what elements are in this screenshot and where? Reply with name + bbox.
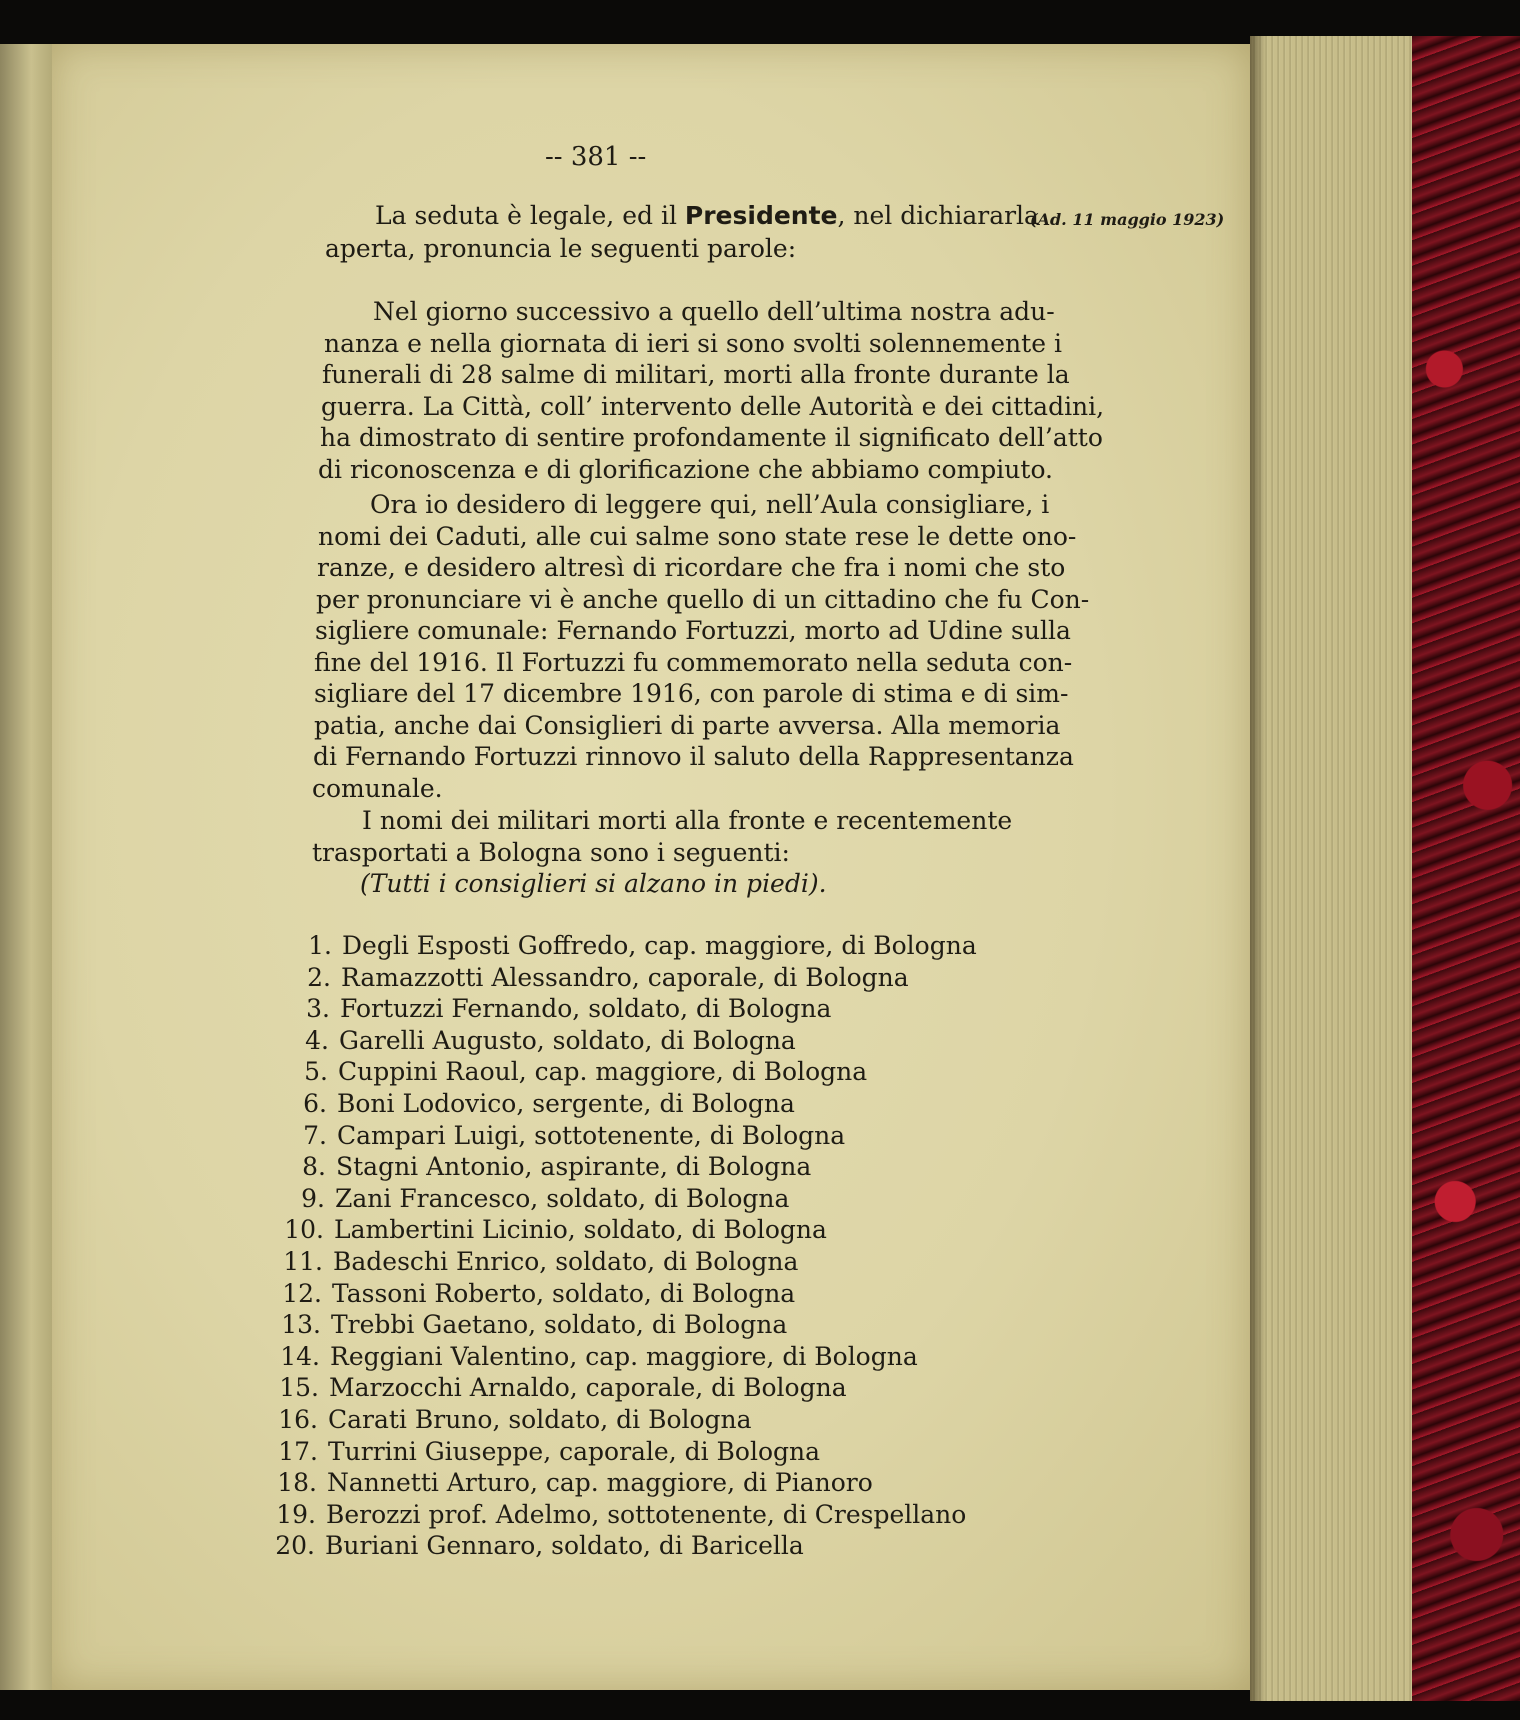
page-edges xyxy=(1250,36,1412,1701)
paragraph3-line: trasportati a Bologna sono i seguenti: xyxy=(312,837,790,867)
list-item-number: 2. xyxy=(307,962,331,992)
paragraph2-line: per pronunciare vi è anche quello di un cittadino che fu Con- xyxy=(316,584,1090,614)
list-item-number: 18. xyxy=(277,1468,317,1498)
list-item-text: Boni Lodovico, sergente, di Bologna xyxy=(337,1089,795,1118)
list-item-text: Tassoni Roberto, soldato, di Bologna xyxy=(332,1278,796,1308)
paragraph2-line: sigliare del 17 dicembre 1916, con parole di stima e di sim- xyxy=(314,679,1069,708)
margin-date-note: (Ad. 11 maggio 1923) xyxy=(1030,210,1225,229)
list-item-text: Stagni Antonio, aspirante, di Bologna xyxy=(336,1152,812,1182)
list-item-number: 14. xyxy=(280,1341,320,1371)
list-item-text: Carati Bruno, soldato, di Bologna xyxy=(328,1405,752,1434)
paragraph1-line: di riconoscenza e di glorificazione che abbiamo compiuto. xyxy=(318,454,1053,484)
opening-text-a: La seduta è legale, ed il xyxy=(375,201,685,230)
opening-line-1 xyxy=(375,200,1039,231)
paragraph1-line: Nel giorno successivo a quello dell’ultima nostra adu- xyxy=(373,297,1055,326)
paragraph1-line: funerali di 28 salme di militari, morti alla fronte durante la xyxy=(322,360,1070,389)
list-item-text: Marzocchi Arnaldo, caporale, di Bologna xyxy=(329,1373,847,1403)
paragraph2-line: ranze, e desidero altresì di ricordare che fra i nomi che sto xyxy=(317,553,1066,582)
list-item-text: Buriani Gennaro, soldato, di Baricella xyxy=(325,1531,804,1561)
list-item-text: Zani Francesco, soldato, di Bologna xyxy=(335,1183,790,1213)
paragraph1-line: ha dimostrato di sentire profondamente il significato dell’atto xyxy=(320,423,1103,452)
list-item-text: Garelli Augusto, soldato, di Bologna xyxy=(339,1025,796,1055)
list-item-text: Campari Luigi, sottotenente, di Bologna xyxy=(337,1120,846,1150)
list-item-text: Ramazzotti Alessandro, caporale, di Bologna xyxy=(341,962,909,992)
list-item-text: Fortuzzi Fernando, soldato, di Bologna xyxy=(340,994,832,1024)
paragraph1-line: nanza e nella giornata di ieri si sono svolti solennemente i xyxy=(324,328,1062,358)
paragraph2-line: patia, anche dai Consiglieri di parte avversa. Alla memoria xyxy=(314,710,1061,740)
paragraph2-line: Ora io desidero di leggere qui, nell’Aula consigliare, i xyxy=(370,490,1050,519)
list-item-number: 5. xyxy=(304,1057,328,1087)
opening-text-b: , nel dichiararla xyxy=(837,201,1039,230)
paragraph2-line: comunale. xyxy=(312,773,443,803)
opening-line-2: aperta, pronuncia le seguenti parole: xyxy=(325,234,797,263)
paragraph2-line: fine del 1916. Il Fortuzzi fu commemorato nella seduta con- xyxy=(314,647,1073,677)
paragraph1-line: guerra. La Città, coll’ intervento delle Autorità e dei cittadini, xyxy=(321,391,1105,421)
list-item-number: 12. xyxy=(282,1278,322,1308)
paragraph3-line: I nomi dei militari morti alla fronte e recentemente xyxy=(362,806,1013,835)
list-item-number: 16. xyxy=(278,1405,318,1434)
list-item-text: Lambertini Licinio, soldato, di Bologna xyxy=(334,1215,827,1245)
list-item-number: 9. xyxy=(301,1183,325,1213)
list-item-text: Nannetti Arturo, cap. maggiore, di Pianoro xyxy=(327,1468,873,1498)
paragraph2-line: nomi dei Caduti, alle cui salme sono state rese le dette ono- xyxy=(318,521,1077,551)
list-item-text: Trebbi Gaetano, soldato, di Bologna xyxy=(331,1310,788,1340)
list-item-number: 1. xyxy=(308,931,332,960)
list-item-text: Turrini Giuseppe, caporale, di Bologna xyxy=(328,1436,821,1466)
list-item-number: 17. xyxy=(278,1436,318,1466)
list-item-number: 11. xyxy=(283,1247,323,1276)
list-item-text: Badeschi Enrico, soldato, di Bologna xyxy=(333,1247,799,1276)
list-item-number: 4. xyxy=(305,1025,329,1055)
list-item-number: 13. xyxy=(281,1310,321,1340)
list-item-text: Reggiani Valentino, cap. maggiore, di Bologna xyxy=(330,1341,918,1371)
stage-direction: (Tutti i consiglieri si alzano in piedi). xyxy=(360,869,827,898)
page-number: -- 381 -- xyxy=(545,142,647,172)
list-item-number: 20. xyxy=(275,1531,315,1561)
list-item-number: 8. xyxy=(302,1152,326,1182)
speaker-name: Presidente xyxy=(684,201,838,230)
list-item-number: 3. xyxy=(306,994,330,1024)
paragraph2-line: sigliere comunale: Fernando Fortuzzi, morto ad Udine sulla xyxy=(315,616,1071,645)
list-item-text: Berozzi prof. Adelmo, sottotenente, di Crespellano xyxy=(326,1499,967,1529)
list-item-number: 19. xyxy=(276,1499,316,1529)
list-item-text: Degli Esposti Goffredo, cap. maggiore, di Bologna xyxy=(342,931,977,960)
list-item-number: 10. xyxy=(284,1215,324,1245)
list-item-number: 15. xyxy=(279,1373,319,1403)
marbled-cover xyxy=(1412,36,1520,1701)
list-item-number: 6. xyxy=(303,1089,327,1118)
facing-page-edge xyxy=(0,44,52,1690)
list-item-number: 7. xyxy=(303,1120,327,1150)
list-item-text: Cuppini Raoul, cap. maggiore, di Bologna xyxy=(338,1057,868,1087)
paragraph2-line: di Fernando Fortuzzi rinnovo il saluto della Rappresentanza xyxy=(313,742,1074,771)
gutter-shadow xyxy=(1250,36,1266,1701)
